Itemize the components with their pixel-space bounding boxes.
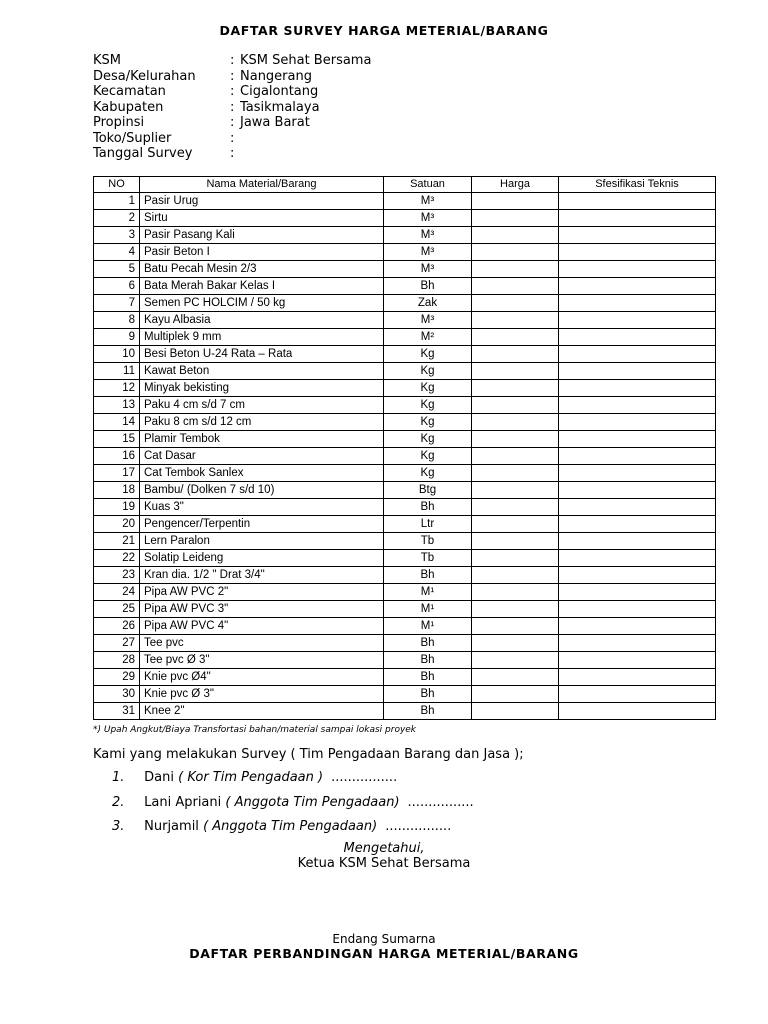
material-name: Kawat Beton — [140, 363, 384, 380]
table-row — [94, 601, 716, 618]
team-member — [112, 795, 474, 810]
row-number: 12 — [94, 380, 140, 397]
unit-cell: Bh — [384, 635, 472, 652]
unit-cell: M¹ — [384, 601, 472, 618]
material-name: Semen PC HOLCIM / 50 kg — [140, 295, 384, 312]
unit-cell: Kg — [384, 414, 472, 431]
row-number: 23 — [94, 567, 140, 584]
row-number: 9 — [94, 329, 140, 346]
info-separator: : — [230, 84, 235, 99]
unit-cell: Kg — [384, 431, 472, 448]
unit-cell: M¹ — [384, 584, 472, 601]
spec-cell — [559, 312, 716, 329]
unit-cell: Kg — [384, 380, 472, 397]
table-row — [94, 278, 716, 295]
table-row — [94, 312, 716, 329]
spec-cell — [559, 652, 716, 669]
price-cell — [472, 397, 559, 414]
unit-cell: Kg — [384, 465, 472, 482]
info-label: Toko/Suplier — [93, 130, 172, 146]
row-number: 31 — [94, 703, 140, 720]
unit-cell: M³ — [384, 244, 472, 261]
signature-dots: ................ — [331, 770, 398, 785]
row-number: 16 — [94, 448, 140, 465]
material-name: Lern Paralon — [140, 533, 384, 550]
info-label: Desa/Kelurahan — [93, 68, 196, 84]
table-row — [94, 380, 716, 397]
material-name: Cat Dasar — [140, 448, 384, 465]
spec-cell — [559, 465, 716, 482]
row-number: 14 — [94, 414, 140, 431]
material-name: Multiplek 9 mm — [140, 329, 384, 346]
row-number: 17 — [94, 465, 140, 482]
unit-cell: Ltr — [384, 516, 472, 533]
team-member-number: 1. — [112, 770, 125, 785]
unit-cell: Bh — [384, 669, 472, 686]
table-row — [94, 363, 716, 380]
info-value: Cigalontang — [240, 84, 319, 99]
table-row — [94, 227, 716, 244]
price-cell — [472, 703, 559, 720]
price-cell — [472, 295, 559, 312]
team-member-name: Dani — [144, 770, 174, 785]
row-number: 8 — [94, 312, 140, 329]
row-number: 26 — [94, 618, 140, 635]
material-name: Knie pvc Ø 3" — [140, 686, 384, 703]
spec-cell — [559, 193, 716, 210]
material-name: Cat Tembok Sanlex — [140, 465, 384, 482]
info-label: KSM — [93, 53, 121, 68]
unit-cell: M³ — [384, 210, 472, 227]
info-row — [93, 53, 371, 69]
table-row — [94, 652, 716, 669]
table-row — [94, 635, 716, 652]
price-cell — [472, 669, 559, 686]
unit-cell: Bh — [384, 567, 472, 584]
info-label: Propinsi — [93, 115, 145, 130]
unit-cell: Tb — [384, 550, 472, 567]
table-row — [94, 550, 716, 567]
row-number: 25 — [94, 601, 140, 618]
spec-cell — [559, 244, 716, 261]
header-no: NO — [94, 177, 140, 193]
document-title: DAFTAR SURVEY HARGA METERIAL/BARANG — [219, 23, 549, 38]
info-value: Nangerang — [240, 68, 312, 84]
footnote: *) Upah Angkut/Biaya Transfortasi bahan/material sampai lokasi proyek — [93, 725, 417, 735]
info-block — [93, 53, 371, 162]
material-name: Pasir Pasang Kali — [140, 227, 384, 244]
table-row — [94, 516, 716, 533]
material-name: Kran dia. 1/2 " Drat 3/4" — [140, 567, 384, 584]
table-row — [94, 465, 716, 482]
team-member-role: ( Kor Tim Pengadaan ) — [178, 770, 324, 785]
team-member-number: 3. — [112, 819, 125, 834]
spec-cell — [559, 261, 716, 278]
table-row — [94, 261, 716, 278]
price-cell — [472, 227, 559, 244]
row-number: 24 — [94, 584, 140, 601]
row-number: 1 — [94, 193, 140, 210]
material-name: Sirtu — [140, 210, 384, 227]
spec-cell — [559, 397, 716, 414]
material-name: Knie pvc Ø4" — [140, 669, 384, 686]
row-number: 10 — [94, 346, 140, 363]
row-number: 11 — [94, 363, 140, 380]
info-separator: : — [230, 99, 235, 115]
price-cell — [472, 329, 559, 346]
material-name: Paku 4 cm s/d 7 cm — [140, 397, 384, 414]
info-label: Kabupaten — [93, 99, 164, 115]
table-row — [94, 482, 716, 499]
info-value: KSM Sehat Bersama — [240, 53, 372, 68]
material-name: Bambu/ (Dolken 7 s/d 10) — [140, 482, 384, 499]
info-label: Kecamatan — [93, 84, 166, 99]
info-separator: : — [230, 130, 235, 146]
row-number: 6 — [94, 278, 140, 295]
price-cell — [472, 244, 559, 261]
unit-cell: M³ — [384, 193, 472, 210]
spec-cell — [559, 686, 716, 703]
header-price: Harga — [472, 177, 559, 193]
spec-cell — [559, 380, 716, 397]
header-unit: Satuan — [384, 177, 472, 193]
team-member-name: Nurjamil — [144, 819, 199, 834]
price-cell — [472, 652, 559, 669]
spec-cell — [559, 414, 716, 431]
price-cell — [472, 550, 559, 567]
price-cell — [472, 635, 559, 652]
spec-cell — [559, 601, 716, 618]
table-row — [94, 431, 716, 448]
header-spec: Sfesifikasi Teknis — [559, 177, 716, 193]
material-name: Minyak bekisting — [140, 380, 384, 397]
team-member — [112, 819, 451, 834]
table-row — [94, 295, 716, 312]
info-label: Tanggal Survey — [93, 146, 193, 161]
table-row — [94, 346, 716, 363]
table-row — [94, 499, 716, 516]
team-member — [112, 770, 397, 785]
price-cell — [472, 618, 559, 635]
spec-cell — [559, 329, 716, 346]
unit-cell: Kg — [384, 363, 472, 380]
unit-cell: Bh — [384, 499, 472, 516]
price-cell — [472, 261, 559, 278]
material-name: Kuas 3" — [140, 499, 384, 516]
info-row — [93, 115, 371, 131]
next-document-title: DAFTAR PERBANDINGAN HARGA METERIAL/BARANG — [189, 946, 579, 961]
spec-cell — [559, 448, 716, 465]
price-cell — [472, 278, 559, 295]
table-row — [94, 193, 716, 210]
spec-cell — [559, 550, 716, 567]
table-row — [94, 686, 716, 703]
row-number: 2 — [94, 210, 140, 227]
unit-cell: Kg — [384, 346, 472, 363]
info-row — [93, 84, 371, 100]
info-row — [93, 100, 371, 116]
material-name: Tee pvc Ø 3" — [140, 652, 384, 669]
table-row — [94, 448, 716, 465]
spec-cell — [559, 635, 716, 652]
info-separator: : — [230, 68, 235, 84]
spec-cell — [559, 499, 716, 516]
row-number: 7 — [94, 295, 140, 312]
unit-cell: M² — [384, 329, 472, 346]
material-name: Plamir Tembok — [140, 431, 384, 448]
price-cell — [472, 312, 559, 329]
material-name: Pengencer/Terpentin — [140, 516, 384, 533]
price-cell — [472, 210, 559, 227]
row-number: 5 — [94, 261, 140, 278]
unit-cell: Tb — [384, 533, 472, 550]
table-row — [94, 397, 716, 414]
spec-cell — [559, 431, 716, 448]
material-name: Tee pvc — [140, 635, 384, 652]
info-separator: : — [230, 53, 235, 68]
signer-name: Endang Sumarna — [332, 932, 436, 946]
material-name: Paku 8 cm s/d 12 cm — [140, 414, 384, 431]
unit-cell: M¹ — [384, 618, 472, 635]
row-number: 20 — [94, 516, 140, 533]
price-cell — [472, 431, 559, 448]
table-row — [94, 669, 716, 686]
material-name: Knee 2" — [140, 703, 384, 720]
unit-cell: Kg — [384, 448, 472, 465]
price-cell — [472, 193, 559, 210]
table-row — [94, 533, 716, 550]
material-name: Pasir Urug — [140, 193, 384, 210]
table-header-row — [94, 177, 716, 193]
signature-dots: ................ — [407, 795, 474, 810]
material-name: Pasir Beton I — [140, 244, 384, 261]
row-number: 21 — [94, 533, 140, 550]
price-cell — [472, 448, 559, 465]
price-cell — [472, 567, 559, 584]
info-value: Tasikmalaya — [240, 99, 320, 115]
material-name: Bata Merah Bakar Kelas I — [140, 278, 384, 295]
price-cell — [472, 465, 559, 482]
price-cell — [472, 363, 559, 380]
price-cell — [472, 533, 559, 550]
material-name: Besi Beton U-24 Rata – Rata — [140, 346, 384, 363]
unit-cell: Bh — [384, 686, 472, 703]
team-member-role: ( Anggota Tim Pengadaan) — [203, 819, 378, 834]
spec-cell — [559, 584, 716, 601]
spec-cell — [559, 703, 716, 720]
signature-dots: ................ — [385, 819, 452, 834]
row-number: 13 — [94, 397, 140, 414]
chair-title: Ketua KSM Sehat Bersama — [297, 856, 471, 871]
unit-cell: M³ — [384, 261, 472, 278]
spec-cell — [559, 533, 716, 550]
row-number: 4 — [94, 244, 140, 261]
price-cell — [472, 601, 559, 618]
row-number: 30 — [94, 686, 140, 703]
info-value: Jawa Barat — [240, 115, 310, 130]
unit-cell: M³ — [384, 312, 472, 329]
unit-cell: Bh — [384, 652, 472, 669]
table-row — [94, 703, 716, 720]
team-member-role: ( Anggota Tim Pengadaan) — [225, 795, 400, 810]
info-separator: : — [230, 115, 235, 130]
material-name: Solatip Leideng — [140, 550, 384, 567]
material-name: Kayu Albasia — [140, 312, 384, 329]
row-number: 28 — [94, 652, 140, 669]
spec-cell — [559, 278, 716, 295]
spec-cell — [559, 227, 716, 244]
spec-cell — [559, 516, 716, 533]
price-cell — [472, 516, 559, 533]
material-name: Pipa AW PVC 2" — [140, 584, 384, 601]
price-cell — [472, 414, 559, 431]
table-row — [94, 329, 716, 346]
material-table — [93, 176, 716, 720]
table-row — [94, 584, 716, 601]
unit-cell: Bh — [384, 278, 472, 295]
acknowledged-label: Mengetahui, — [343, 841, 425, 856]
row-number: 18 — [94, 482, 140, 499]
unit-cell: M³ — [384, 227, 472, 244]
team-member-name: Lani Apriani — [144, 795, 222, 810]
material-name: Batu Pecah Mesin 2/3 — [140, 261, 384, 278]
table-row — [94, 567, 716, 584]
spec-cell — [559, 363, 716, 380]
unit-cell: Btg — [384, 482, 472, 499]
header-name: Nama Material/Barang — [140, 177, 384, 193]
spec-cell — [559, 295, 716, 312]
row-number: 29 — [94, 669, 140, 686]
material-name: Pipa AW PVC 4" — [140, 618, 384, 635]
row-number: 3 — [94, 227, 140, 244]
table-row — [94, 414, 716, 431]
team-member-number: 2. — [112, 795, 125, 810]
material-name: Pipa AW PVC 3" — [140, 601, 384, 618]
info-row — [93, 69, 371, 85]
unit-cell: Zak — [384, 295, 472, 312]
price-cell — [472, 584, 559, 601]
row-number: 27 — [94, 635, 140, 652]
info-separator: : — [230, 146, 235, 161]
survey-intro: Kami yang melakukan Survey ( Tim Pengadaan Barang dan Jasa ); — [93, 747, 524, 762]
spec-cell — [559, 210, 716, 227]
spec-cell — [559, 567, 716, 584]
price-cell — [472, 686, 559, 703]
price-cell — [472, 346, 559, 363]
price-cell — [472, 499, 559, 516]
row-number: 15 — [94, 431, 140, 448]
spec-cell — [559, 618, 716, 635]
table-row — [94, 210, 716, 227]
row-number: 22 — [94, 550, 140, 567]
info-row — [93, 131, 371, 147]
price-cell — [472, 380, 559, 397]
price-cell — [472, 482, 559, 499]
unit-cell: Bh — [384, 703, 472, 720]
info-row — [93, 146, 371, 162]
row-number: 19 — [94, 499, 140, 516]
spec-cell — [559, 482, 716, 499]
table-row — [94, 244, 716, 261]
table-row — [94, 618, 716, 635]
spec-cell — [559, 346, 716, 363]
spec-cell — [559, 669, 716, 686]
unit-cell: Kg — [384, 397, 472, 414]
